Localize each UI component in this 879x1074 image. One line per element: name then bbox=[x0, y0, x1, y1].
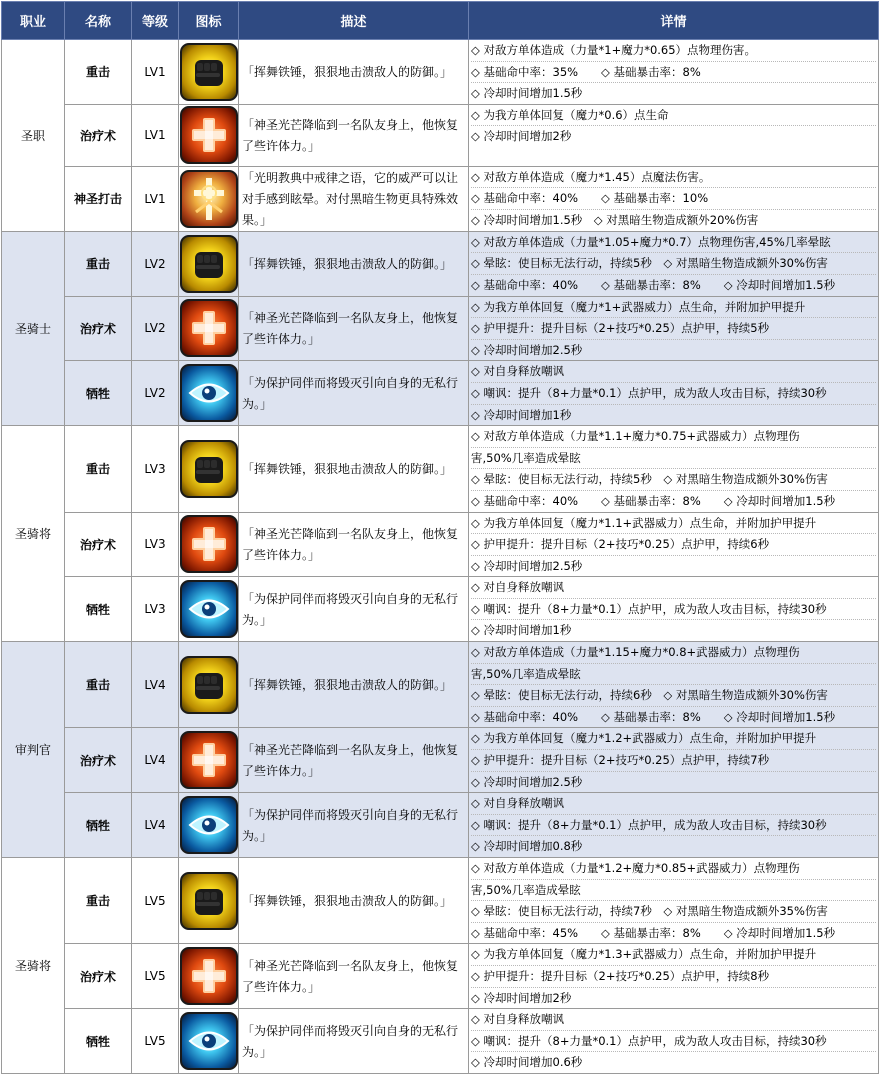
skill-level: LV3 bbox=[132, 426, 179, 512]
fist-icon bbox=[180, 235, 238, 293]
icon-cell bbox=[179, 858, 239, 944]
skill-details bbox=[469, 577, 879, 642]
detail-line: ◇ 护甲提升：提升目标（2+技巧*0.25）点护甲，持续5秒 bbox=[471, 318, 876, 340]
skill-name: 重击 bbox=[65, 642, 132, 728]
skill-name: 治疗术 bbox=[65, 728, 132, 793]
detail-line: ◇ 护甲提升：提升目标（2+技巧*0.25）点护甲，持续7秒 bbox=[471, 750, 876, 772]
detail-line: ◇ 基础命中率：45% ◇ 基础暴击率：8% ◇ 冷却时间增加1.5秒 bbox=[471, 925, 836, 940]
skill-details bbox=[469, 642, 879, 728]
detail-line: ◇ 基础命中率：40% ◇ 基础暴击率：8% ◇ 冷却时间增加1.5秒 bbox=[471, 709, 836, 724]
skill-level: LV3 bbox=[132, 577, 179, 642]
detail-line: ◇ 护甲提升：提升目标（2+技巧*0.25）点护甲，持续6秒 bbox=[471, 534, 876, 556]
skill-name: 治疗术 bbox=[65, 944, 132, 1009]
icon-cell bbox=[179, 296, 239, 361]
cross-icon bbox=[180, 299, 238, 357]
icon-cell bbox=[179, 1009, 239, 1074]
fist-icon bbox=[180, 872, 238, 930]
skill-level: LV4 bbox=[132, 728, 179, 793]
icon-cell bbox=[179, 426, 239, 512]
skill-row bbox=[2, 577, 879, 642]
header-icon: 图标 bbox=[179, 2, 239, 40]
detail-line: 害,50%几率造成晕眩 bbox=[471, 880, 876, 902]
table-body bbox=[2, 40, 879, 1074]
fist-icon bbox=[180, 43, 238, 101]
skill-details bbox=[469, 512, 879, 577]
skill-details bbox=[469, 944, 879, 1009]
job-cell: 圣骑将 bbox=[2, 426, 65, 642]
skill-details bbox=[469, 296, 879, 361]
cross-icon bbox=[180, 731, 238, 789]
header-name: 名称 bbox=[65, 2, 132, 40]
detail-line: ◇ 嘲讽：提升（8+力量*0.1）点护甲，成为敌人攻击目标，持续30秒 bbox=[471, 383, 876, 405]
skill-name: 重击 bbox=[65, 858, 132, 944]
skill-name: 牺牲 bbox=[65, 1009, 132, 1074]
detail-line: ◇ 冷却时间增加2.5秒 bbox=[471, 558, 583, 573]
detail-line: ◇ 对敌方单体造成（力量*1+魔力*0.65）点物理伤害。 bbox=[471, 40, 876, 62]
skill-row bbox=[2, 426, 879, 512]
skill-description: 「神圣光芒降临到一名队友身上，他恢复了些许体力。」 bbox=[239, 104, 469, 166]
detail-line: ◇ 冷却时间增加1.5秒 ◇ 对黑暗生物造成额外20%伤害 bbox=[471, 212, 759, 227]
skill-description: 「为保护同伴而将毁灭引向自身的无私行为。」 bbox=[239, 793, 469, 858]
detail-line: ◇ 冷却时间增加1秒 bbox=[471, 407, 572, 422]
skill-level: LV1 bbox=[132, 104, 179, 166]
skill-level: LV4 bbox=[132, 642, 179, 728]
skill-table bbox=[1, 1, 879, 1074]
skill-name: 牺牲 bbox=[65, 361, 132, 426]
skill-details bbox=[469, 858, 879, 944]
icon-cell bbox=[179, 512, 239, 577]
eye-icon bbox=[180, 580, 238, 638]
skill-description: 「为保护同伴而将毁灭引向自身的无私行为。」 bbox=[239, 1009, 469, 1074]
skill-row bbox=[2, 166, 879, 231]
detail-line: ◇ 为我方单体回复（魔力*1.2+武器威力）点生命，并附加护甲提升 bbox=[471, 728, 876, 750]
detail-line: ◇ 基础命中率：40% ◇ 基础暴击率：8% ◇ 冷却时间增加1.5秒 bbox=[471, 493, 836, 508]
skill-description: 「神圣光芒降临到一名队友身上，他恢复了些许体力。」 bbox=[239, 944, 469, 1009]
detail-line: ◇ 对自身释放嘲讽 bbox=[471, 361, 876, 383]
skill-details bbox=[469, 728, 879, 793]
detail-line: ◇ 护甲提升：提升目标（2+技巧*0.25）点护甲，持续8秒 bbox=[471, 966, 876, 988]
detail-line: ◇ 基础命中率：40% ◇ 基础暴击率：8% ◇ 冷却时间增加1.5秒 bbox=[471, 277, 836, 292]
skill-row bbox=[2, 1009, 879, 1074]
detail-line: ◇ 对敌方单体造成（力量*1.05+魔力*0.7）点物理伤害,45%几率晕眩 bbox=[471, 232, 876, 254]
skill-level: LV3 bbox=[132, 512, 179, 577]
detail-line: ◇ 冷却时间增加2.5秒 bbox=[471, 342, 583, 357]
skill-row bbox=[2, 296, 879, 361]
skill-row bbox=[2, 104, 879, 166]
skill-details bbox=[469, 793, 879, 858]
skill-description: 「为保护同伴而将毁灭引向自身的无私行为。」 bbox=[239, 361, 469, 426]
skill-description: 「挥舞铁锤，狠狠地击溃敌人的防御。」 bbox=[239, 426, 469, 512]
skill-row bbox=[2, 512, 879, 577]
icon-cell bbox=[179, 944, 239, 1009]
skill-name: 牺牲 bbox=[65, 793, 132, 858]
skill-name: 治疗术 bbox=[65, 104, 132, 166]
skill-level: LV5 bbox=[132, 1009, 179, 1074]
detail-line: ◇ 冷却时间增加1.5秒 bbox=[471, 86, 583, 101]
header-job: 职业 bbox=[2, 2, 65, 40]
skill-description: 「挥舞铁锤，狠狠地击溃敌人的防御。」 bbox=[239, 642, 469, 728]
skill-details bbox=[469, 361, 879, 426]
detail-line: ◇ 对自身释放嘲讽 bbox=[471, 1009, 876, 1031]
skill-description: 「神圣光芒降临到一名队友身上，他恢复了些许体力。」 bbox=[239, 296, 469, 361]
detail-line: ◇ 对敌方单体造成（力量*1.1+魔力*0.75+武器威力）点物理伤 bbox=[471, 426, 876, 448]
detail-line: ◇ 晕眩：使目标无法行动，持续7秒 ◇ 对黑暗生物造成额外35%伤害 bbox=[471, 901, 876, 923]
icon-cell bbox=[179, 104, 239, 166]
detail-line: ◇ 对敌方单体造成（力量*1.15+魔力*0.8+武器威力）点物理伤 bbox=[471, 642, 876, 664]
skill-description: 「神圣光芒降临到一名队友身上，他恢复了些许体力。」 bbox=[239, 512, 469, 577]
detail-line: ◇ 对自身释放嘲讽 bbox=[471, 793, 876, 815]
header-description: 描述 bbox=[239, 2, 469, 40]
skill-row bbox=[2, 793, 879, 858]
skill-name: 神圣打击 bbox=[65, 166, 132, 231]
detail-line: ◇ 嘲讽：提升（8+力量*0.1）点护甲，成为敌人攻击目标，持续30秒 bbox=[471, 1031, 876, 1053]
detail-line: ◇ 为我方单体回复（魔力*1.3+武器威力）点生命，并附加护甲提升 bbox=[471, 944, 876, 966]
detail-line: ◇ 晕眩：使目标无法行动，持续5秒 ◇ 对黑暗生物造成额外30%伤害 bbox=[471, 253, 876, 275]
detail-line: ◇ 晕眩：使目标无法行动，持续5秒 ◇ 对黑暗生物造成额外30%伤害 bbox=[471, 469, 876, 491]
detail-line: ◇ 对自身释放嘲讽 bbox=[471, 577, 876, 599]
detail-line: ◇ 冷却时间增加0.8秒 bbox=[471, 839, 583, 854]
icon-cell bbox=[179, 642, 239, 728]
skill-row bbox=[2, 858, 879, 944]
skill-level: LV2 bbox=[132, 231, 179, 296]
skill-description: 「挥舞铁锤，狠狠地击溃敌人的防御。」 bbox=[239, 40, 469, 105]
skill-name: 牺牲 bbox=[65, 577, 132, 642]
detail-line: ◇ 嘲讽：提升（8+力量*0.1）点护甲，成为敌人攻击目标，持续30秒 bbox=[471, 599, 876, 621]
detail-line: ◇ 对敌方单体造成（魔力*1.45）点魔法伤害。 bbox=[471, 167, 876, 189]
skill-row bbox=[2, 642, 879, 728]
eye-icon bbox=[180, 1012, 238, 1070]
skill-level: LV4 bbox=[132, 793, 179, 858]
cross-icon bbox=[180, 106, 238, 164]
detail-line: ◇ 为我方单体回复（魔力*1.1+武器威力）点生命，并附加护甲提升 bbox=[471, 513, 876, 535]
detail-line: ◇ 为我方单体回复（魔力*0.6）点生命 bbox=[471, 105, 876, 127]
skill-description: 「光明教典中戒律之语，它的威严可以让对手感到眩晕。对付黑暗生物更具特殊效果。」 bbox=[239, 166, 469, 231]
icon-cell bbox=[179, 231, 239, 296]
skill-description: 「神圣光芒降临到一名队友身上，他恢复了些许体力。」 bbox=[239, 728, 469, 793]
skill-row bbox=[2, 40, 879, 105]
fist-icon bbox=[180, 656, 238, 714]
skill-name: 重击 bbox=[65, 231, 132, 296]
detail-line: ◇ 冷却时间增加2秒 bbox=[471, 129, 572, 144]
header-details: 详情 bbox=[469, 2, 879, 40]
holy-strike-icon bbox=[180, 170, 238, 228]
icon-cell bbox=[179, 40, 239, 105]
skill-details bbox=[469, 231, 879, 296]
skill-level: LV5 bbox=[132, 944, 179, 1009]
icon-cell bbox=[179, 166, 239, 231]
detail-line: ◇ 基础命中率：35% ◇ 基础暴击率：8% bbox=[471, 62, 876, 84]
icon-cell bbox=[179, 577, 239, 642]
header-row bbox=[2, 2, 879, 40]
skill-level: LV5 bbox=[132, 858, 179, 944]
job-cell: 审判官 bbox=[2, 642, 65, 858]
skill-name: 治疗术 bbox=[65, 296, 132, 361]
detail-line: 害,50%几率造成晕眩 bbox=[471, 664, 876, 686]
header-level: 等级 bbox=[132, 2, 179, 40]
skill-row bbox=[2, 728, 879, 793]
icon-cell bbox=[179, 361, 239, 426]
skill-details bbox=[469, 426, 879, 512]
detail-line: ◇ 冷却时间增加2.5秒 bbox=[471, 774, 583, 789]
detail-line: 害,50%几率造成晕眩 bbox=[471, 448, 876, 470]
cross-icon bbox=[180, 947, 238, 1005]
skill-details bbox=[469, 40, 879, 105]
skill-row bbox=[2, 944, 879, 1009]
skill-description: 「为保护同伴而将毁灭引向自身的无私行为。」 bbox=[239, 577, 469, 642]
job-cell: 圣骑士 bbox=[2, 231, 65, 425]
skill-name: 治疗术 bbox=[65, 512, 132, 577]
fist-icon bbox=[180, 440, 238, 498]
detail-line: ◇ 对敌方单体造成（力量*1.2+魔力*0.85+武器威力）点物理伤 bbox=[471, 858, 876, 880]
job-cell: 圣职 bbox=[2, 40, 65, 232]
skill-row bbox=[2, 231, 879, 296]
skill-row bbox=[2, 361, 879, 426]
skill-name: 重击 bbox=[65, 40, 132, 105]
detail-line: ◇ 冷却时间增加2秒 bbox=[471, 990, 572, 1005]
cross-icon bbox=[180, 515, 238, 573]
detail-line: ◇ 为我方单体回复（魔力*1+武器威力）点生命，并附加护甲提升 bbox=[471, 297, 876, 319]
detail-line: ◇ 冷却时间增加0.6秒 bbox=[471, 1055, 583, 1070]
skill-description: 「挥舞铁锤，狠狠地击溃敌人的防御。」 bbox=[239, 231, 469, 296]
job-cell: 圣骑将 bbox=[2, 858, 65, 1074]
detail-line: ◇ 冷却时间增加1秒 bbox=[471, 623, 572, 638]
skill-name: 重击 bbox=[65, 426, 132, 512]
detail-line: ◇ 基础命中率：40% ◇ 基础暴击率：10% bbox=[471, 188, 876, 210]
skill-level: LV2 bbox=[132, 296, 179, 361]
skill-description: 「挥舞铁锤，狠狠地击溃敌人的防御。」 bbox=[239, 858, 469, 944]
skill-level: LV2 bbox=[132, 361, 179, 426]
skill-details bbox=[469, 104, 879, 166]
skill-level: LV1 bbox=[132, 166, 179, 231]
icon-cell bbox=[179, 793, 239, 858]
skill-level: LV1 bbox=[132, 40, 179, 105]
icon-cell bbox=[179, 728, 239, 793]
eye-icon bbox=[180, 796, 238, 854]
skill-details bbox=[469, 1009, 879, 1074]
detail-line: ◇ 晕眩：使目标无法行动，持续6秒 ◇ 对黑暗生物造成额外30%伤害 bbox=[471, 685, 876, 707]
eye-icon bbox=[180, 364, 238, 422]
skill-details bbox=[469, 166, 879, 231]
detail-line: ◇ 嘲讽：提升（8+力量*0.1）点护甲，成为敌人攻击目标，持续30秒 bbox=[471, 815, 876, 837]
